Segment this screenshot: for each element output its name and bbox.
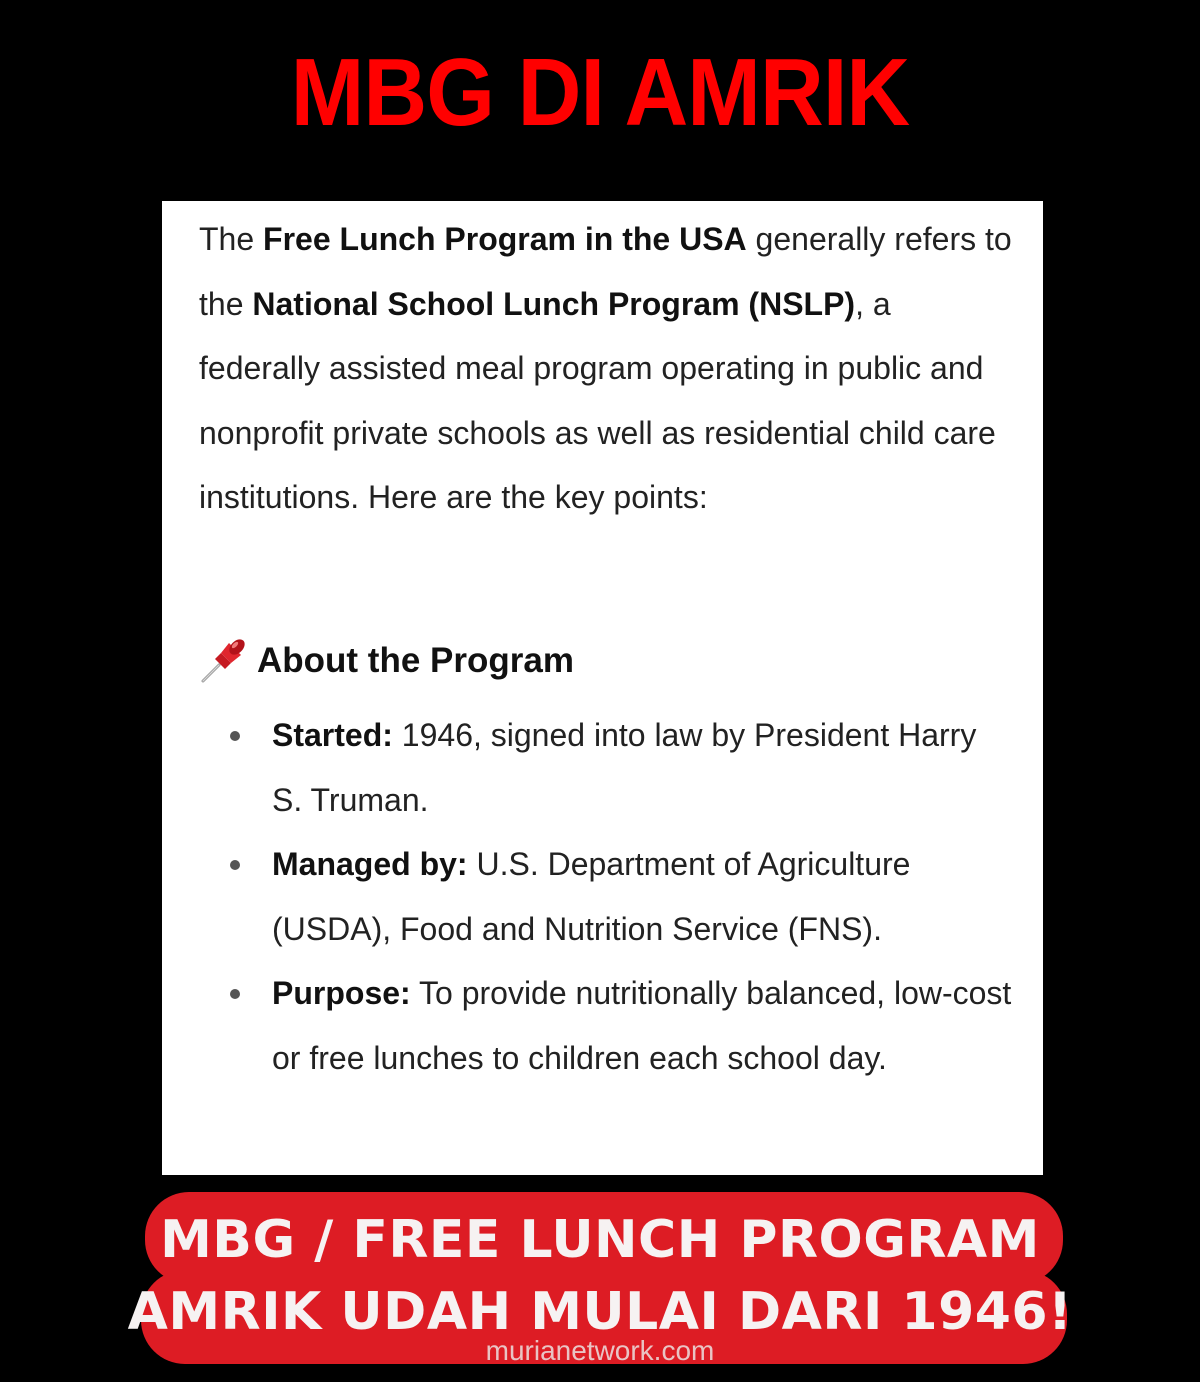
item-text: 1946, signed into law by President Harry S. Truman. [272, 717, 977, 818]
list-item [272, 961, 1012, 1090]
intro-bold-text: Free Lunch Program in the USA [263, 221, 747, 257]
watermark: murianetwork.com [485, 1335, 715, 1366]
banner-line-1: MBG / FREE LUNCH PROGRAM [160, 1210, 1040, 1270]
section-title: About the Program [257, 641, 574, 680]
intro-paragraph [199, 207, 1019, 530]
item-label: Purpose: [272, 975, 411, 1011]
bullet-dot-icon [230, 731, 240, 741]
bullet-dot-icon [230, 860, 240, 870]
intro-text: The [199, 221, 264, 257]
section-heading [197, 629, 574, 693]
pushpin-icon [197, 635, 249, 687]
bullet-dot-icon [230, 989, 240, 999]
headline-title: MBG DI AMRIK [290, 39, 910, 146]
item-label: Started: [272, 717, 393, 753]
item-text: U.S. Department of Agriculture (USDA), Food and Nutrition Service (FNS). [272, 846, 911, 947]
item-label: Managed by: [272, 846, 468, 882]
content-card [162, 201, 1043, 1175]
intro-bold-text: National School Lunch Program (NSLP) [252, 285, 856, 322]
intro-text: generally refers to the [199, 221, 1012, 322]
key-points-list [272, 703, 1012, 1090]
intro-text: , a federally assisted meal program operating in public and nonprofit private schools as well as residential child care institutions. Here are the key points: [199, 285, 996, 515]
list-item [272, 832, 1012, 961]
banner-line-2: AMRIK UDAH MULAI DARI 1946! [127, 1282, 1073, 1342]
list-item [272, 703, 1012, 832]
item-text: To provide nutritionally balanced, low-cost or free lunches to children each school day. [272, 975, 1012, 1076]
